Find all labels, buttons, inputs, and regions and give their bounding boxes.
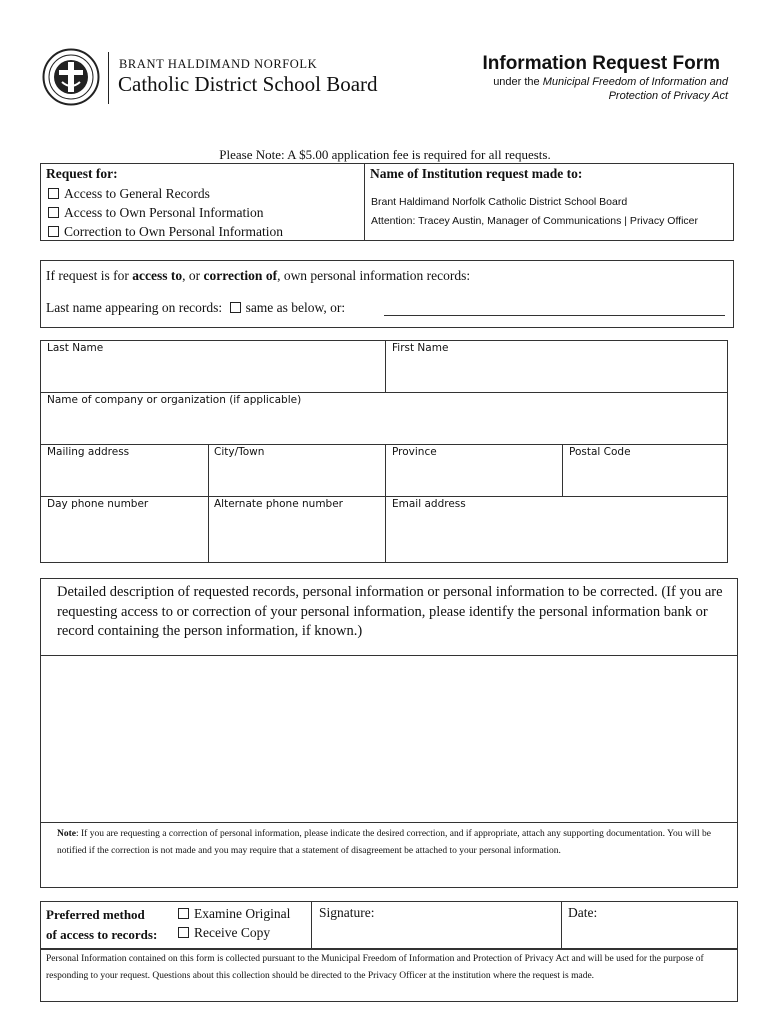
intro-mid: , or [182,268,204,283]
intro-correction-of: correction of [203,268,278,283]
same-as-below-checkbox[interactable] [230,302,241,313]
receive-copy-checkbox[interactable] [178,927,189,938]
email-label: Email address [392,498,466,510]
general-records-label: Access to General Records [64,186,210,201]
last-name-records-text: Last name appearing on records: [46,300,223,315]
access-method-line2: of access to records: [46,927,158,942]
description-instructions: Detailed description of requested records, personal information or personal information to be corrected. (If you are requesting access to or correction of your personal information, please identify the personal information bank or record containing the person information, if known.) [57,584,723,639]
correction-checkbox[interactable] [48,226,59,237]
own-personal-info-label: Access to Own Personal Information [64,205,264,220]
org-name-line1: BRANT HALDIMAND NORFOLK [119,57,318,71]
board-logo [42,48,100,106]
privacy-notice: Personal Information contained on this form is collected pursuant to the Municipal Freedom of Information and Protection of Privacy Act and will be used for the purpose of responding to your request. Questions about this collection should be directed to the Privacy Officer at the institution where the request is made. [46,954,704,981]
institution-attention: Attention: Tracey Austin, Manager of Communications | Privacy Officer [371,215,699,227]
alt-phone-label: Alternate phone number [214,498,343,510]
company-label: Name of company or organization (if applicable) [47,394,302,406]
intro-access-to: access to [132,268,183,283]
receive-copy-label: Receive Copy [194,925,271,940]
logo-divider [108,52,109,104]
note-text: : If you are requesting a correction of personal information, please indicate the desired correction, and if appropriate, attach any supporting documentation. You will be notified if the correction is not made and you may require that a statement of disagreement be attached to your personal information. [57,829,711,856]
subtitle-act-1: Municipal Freedom of Information and [542,76,728,88]
subtitle-act-2: Protection of Privacy Act [608,90,728,102]
postal-code-label: Postal Code [569,446,631,458]
last-name-on-records-field[interactable] [384,315,725,316]
subtitle-prefix: under the [493,76,543,88]
intro-prefix: If request is for [46,268,133,283]
correction-label: Correction to Own Personal Information [64,224,283,239]
option-receive-copy[interactable] [178,923,270,942]
request-for-label: Request for: [46,166,118,181]
access-method-line1: Preferred method [46,907,145,922]
examine-original-label: Examine Original [194,906,291,921]
form-subtitle [493,75,728,103]
note-label: Note [57,829,76,839]
crest-icon [42,48,100,106]
signature-label: Signature: [319,905,375,920]
date-label: Date: [568,905,598,920]
province-label: Province [392,446,437,458]
personal-records-intro [46,268,470,284]
option-general-records[interactable] [48,184,210,203]
option-examine-original[interactable] [178,904,290,923]
last-name-label: Last Name [47,342,104,354]
last-name-on-records-label [46,300,345,316]
form-title: Information Request Form [482,53,720,74]
org-name-line2: Catholic District School Board [118,72,378,96]
intro-suffix: , own personal information records: [277,268,471,283]
own-personal-info-checkbox[interactable] [48,207,59,218]
fee-note: Please Note: A $5.00 application fee is required for all requests. [219,147,551,162]
option-correction[interactable] [48,222,283,241]
same-as-below-label: same as below, or: [245,300,346,315]
city-label: City/Town [214,446,265,458]
access-method-label [46,905,157,945]
correction-note [57,826,725,859]
day-phone-label: Day phone number [47,498,149,510]
institution-label: Name of Institution request made to: [370,166,583,181]
general-records-checkbox[interactable] [48,188,59,199]
option-own-personal-info[interactable] [48,203,263,222]
first-name-label: First Name [392,342,449,354]
institution-name: Brant Haldimand Norfolk Catholic District School Board [371,196,628,208]
mailing-address-label: Mailing address [47,446,130,458]
examine-original-checkbox[interactable] [178,908,189,919]
description-textarea[interactable] [41,656,737,822]
